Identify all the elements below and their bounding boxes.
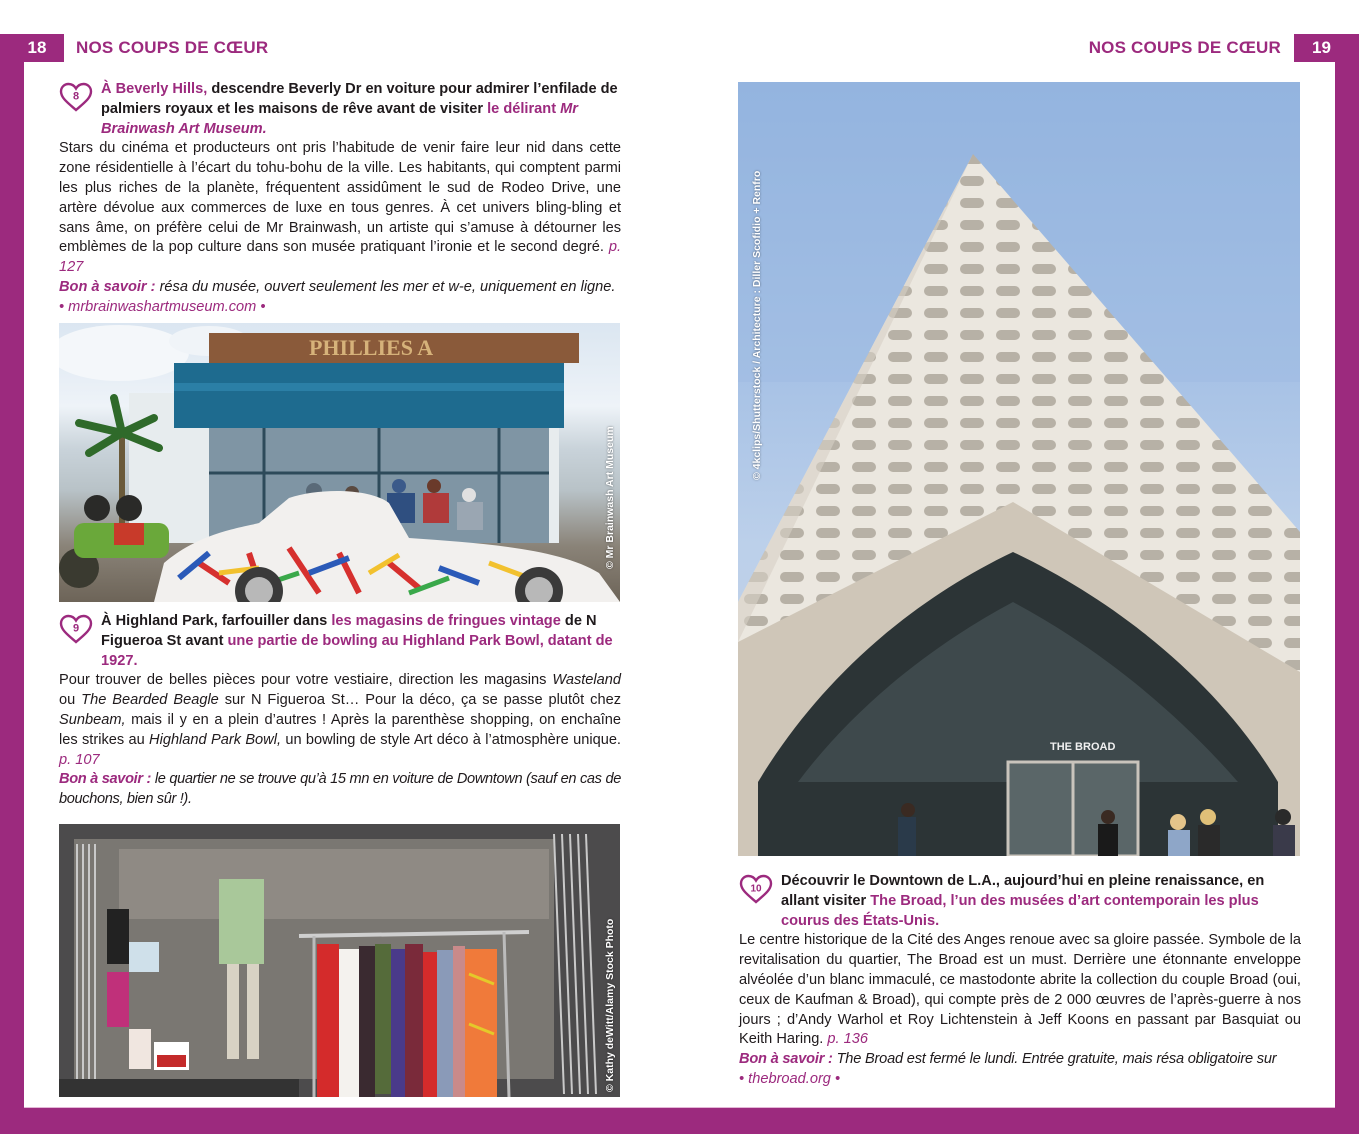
entry-8-link (59, 298, 621, 318)
svg-text:9: 9 (72, 622, 80, 635)
entry-9-body (59, 671, 621, 770)
page-frame-bottom (0, 1108, 1359, 1134)
svg-text:8: 8 (72, 90, 80, 103)
photo-credit: © Mr Brainwash Art Museum (604, 426, 616, 569)
lead-text: de N Figueroa St avant (101, 613, 597, 649)
body-text: sur N Figueroa St… Pour la déco, ça se passe plutôt chez (218, 692, 621, 709)
lead-highlight: les magasins de fringues vintage (331, 613, 561, 629)
tip-label: Bon à savoir : (739, 1051, 833, 1068)
lead-text: descendre Beverly Dr en voiture pour admirer l’enfilade de palmiers royaux et les maisons de rêve avant de visiter (101, 81, 618, 117)
page-frame-right (1335, 34, 1359, 1134)
entry-8-lead (59, 80, 621, 139)
page-reference[interactable]: p. 127 (59, 239, 621, 276)
page-number-left: 18 (0, 34, 64, 62)
body-text: Pour trouver de belles pièces pour votre vestiaire, direction les magasins (59, 672, 553, 689)
entry-10-tip (739, 1050, 1301, 1070)
tip-text: le quartier ne se trouve qu’à 15 mn en voiture de Downtown (sauf en cas de bouchons, bien sûr !). (59, 771, 621, 808)
entry-9-lead (59, 612, 621, 671)
shop-name: Wasteland (552, 672, 621, 689)
entry-9-tip (59, 770, 621, 810)
lead-highlight: une partie de bowling au Highland Park Bowl, datant de 1927. (101, 632, 613, 669)
entry-10-link (739, 1070, 1301, 1090)
heart-number-icon (739, 874, 773, 904)
svg-text:PHILLIES A: PHILLIES A (309, 335, 434, 360)
page-reference[interactable]: p. 107 (59, 751, 100, 768)
entry-8-tip (59, 278, 621, 298)
heart-number-icon (59, 82, 93, 112)
shop-name: The Bearded Beagle (81, 692, 219, 709)
body-text: mais il y en a plein d’autres ! Après la parenthèse shopping, on enchaîne les strikes au (59, 711, 621, 748)
photo-the-broad (738, 82, 1300, 856)
lead-text: À Highland Park, farfouiller dans (101, 613, 332, 629)
photo-credit: © 4kclips/Shutterstock / Architecture : Diller Scofidio + Renfro (751, 170, 763, 480)
running-head-right: NOS COUPS DE CŒUR (1088, 38, 1281, 57)
entry-8-body (59, 139, 621, 278)
photo-credit: © Kathy deWitt/Alamy Stock Photo (604, 918, 616, 1092)
entry-10-lead (739, 872, 1301, 931)
body-text: Stars du cinéma et producteurs ont pris l’habitude de venir faire leur nid dans cette zone résidentielle à l’écart du tohu-bohu de la ville. Les habitants, qui comptent parmi les plus riches de la planète, fréquentent assidûment le sud de Rodeo Drive, une artère dévolue aux commerces de luxe en tous genres. À cet univers bling-bling et sans âme, on préfère celui de Mr Brainwash, un artiste qui s’amuse à détourner les emblèmes de la pop culture dans son musée pratiquant l’ironie et le second degré. (59, 140, 621, 256)
body-text: un bowling de style Art déco à l’atmosphère unique. (281, 731, 621, 748)
lead-location: À Beverly Hills, (101, 81, 208, 97)
lead-highlight: The Broad, l’un des musées d’art contemporain les plus courus des États-Unis. (781, 892, 1259, 929)
entry-9 (59, 612, 621, 810)
shop-name: Sunbeam, (59, 711, 126, 728)
heart-number-icon (59, 614, 93, 644)
lead-museum-name: Mr Brainwash Art Museum. (101, 100, 578, 137)
tip-label: Bon à savoir : (59, 771, 152, 788)
website-link[interactable]: • thebroad.org • (739, 1070, 841, 1087)
page-frame-left (0, 34, 24, 1134)
svg-text:10: 10 (750, 883, 762, 895)
svg-text:THE BROAD: THE BROAD (1050, 741, 1116, 753)
body-text: ou (59, 692, 82, 709)
entry-10-body (739, 931, 1301, 1050)
lead-text: Découvrir le Downtown de L.A., aujourd’hui en pleine renaissance, en allant visiter (781, 873, 1265, 909)
page-reference[interactable]: p. 136 (827, 1031, 868, 1048)
entry-10 (739, 872, 1301, 1090)
photo-vintage-shop (59, 824, 620, 1097)
website-link[interactable]: • mrbrainwashartmuseum.com • (59, 298, 266, 315)
tip-text: The Broad est fermé le lundi. Entrée gratuite, mais résa obligatoire sur (832, 1051, 1277, 1068)
running-head-left: NOS COUPS DE CŒUR (76, 38, 269, 57)
venue-name: Highland Park Bowl, (149, 731, 282, 748)
photo-mr-brainwash-museum (59, 323, 620, 602)
lead-highlight: le délirant (487, 100, 561, 117)
body-text: Le centre historique de la Cité des Anges renoue avec sa gloire passée. Symbole de la revitalisation du quartier, The Broad est un must. Derrière une étonnante enveloppe alvéolée d’un blanc immaculé, ce mastodonte abrite la collection du couple Broad (oui, ceux de Kaufman & Broad), qui compte près de 2 000 œuvres de l’après-guerre à nos jours ; d’Andy Warhol et Roy Lichtenstein à Jeff Koons en passant par Basquiat ou Keith Haring. (739, 932, 1301, 1048)
entry-8 (59, 80, 621, 318)
tip-label: Bon à savoir : (59, 278, 156, 295)
tip-text: résa du musée, ouvert seulement les mer et w-e, uniquement en ligne. (155, 278, 616, 295)
page-number-right: 19 (1294, 34, 1359, 62)
